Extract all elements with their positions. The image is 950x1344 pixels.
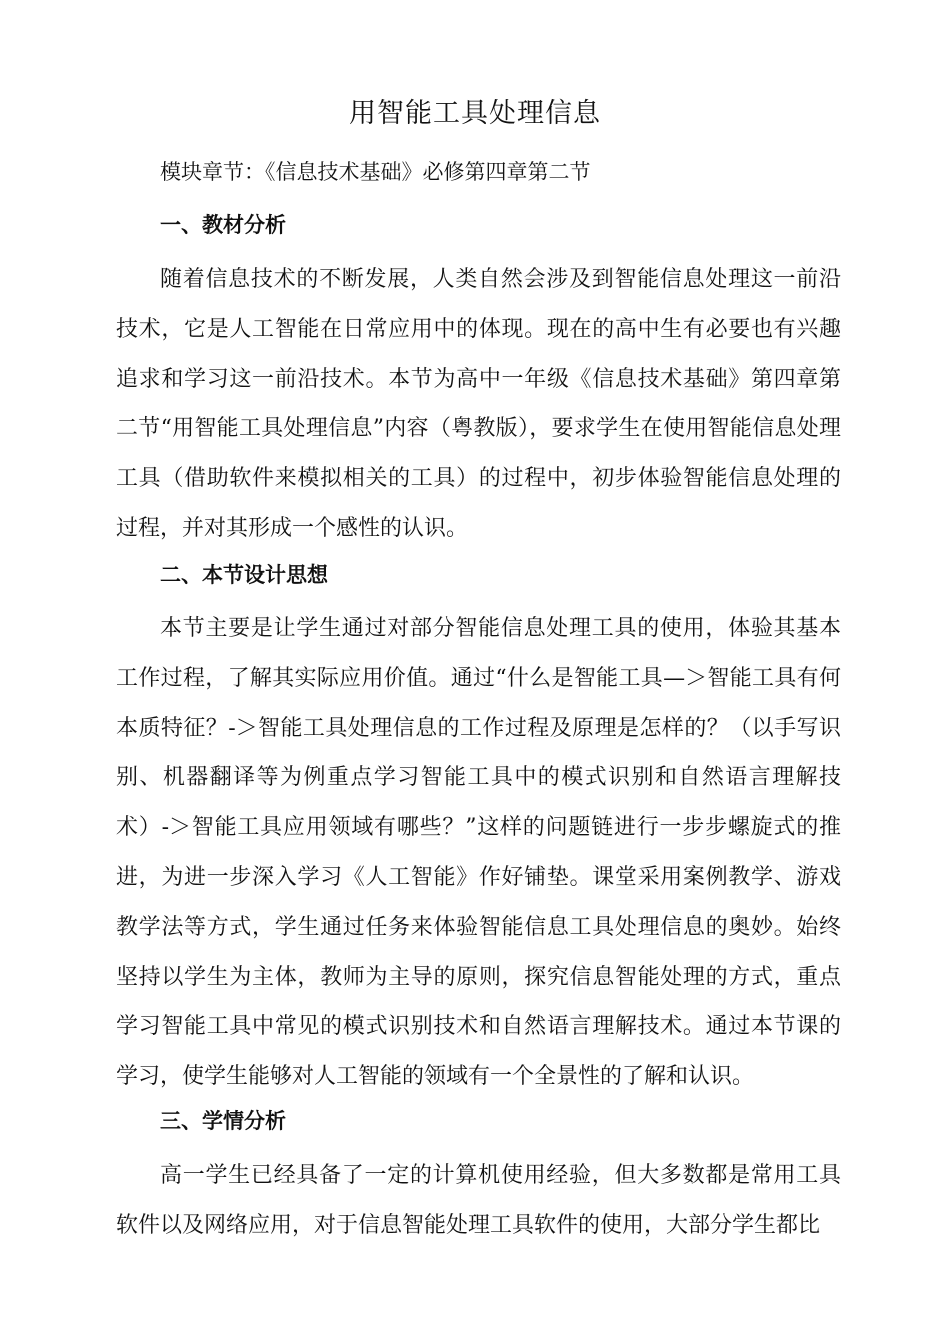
section-heading-design-idea: 二、本节设计思想	[160, 563, 328, 587]
section-heading-textbook-analysis: 一、教材分析	[160, 213, 286, 237]
section-paragraph-textbook-analysis: 随着信息技术的不断发展，人类自然会涉及到智能信息处理这一前沿技术，它是人工智能在日常应用中的体现。现在的高中生有必要也有兴趣追求和学习这一前沿技术。本节为高中一年级《信息技术基础》第四章第二节“用智能工具处理信息”内容（粤教版），要求学生在使用智能信息处理工具（借助软件来模拟相关的工具）的过程中，初步体验智能信息处理的过程，并对其形成一个感性的认识。	[116, 267, 841, 541]
module-chapter-line: 模块章节：《信息技术基础》必修第四章第二节	[160, 160, 591, 184]
section-heading-student-analysis: 三、学情分析	[160, 1109, 286, 1133]
section-paragraph-design-idea: 本节主要是让学生通过对部分智能信息处理工具的使用，体验其基本工作过程，了解其实际应用价值。通过“什么是智能工具—＞智能工具有何本质特征？-＞智能工具处理信息的工作过程及原理是怎样的？（以手写识别、机器翻译等为例重点学习智能工具中的模式识别和自然语言理解技术）-＞智能工具应用领域有哪些？”这样的问题链进行一步步螺旋式的推进，为进一步深入学习《人工智能》作好铺垫。课堂采用案例教学、游戏教学法等方式，学生通过任务来体验智能信息工具处理信息的奥妙。始终坚持以学生为主体，教师为主导的原则，探究信息智能处理的方式，重点学习智能工具中常见的模式识别技术和自然语言理解技术。通过本节课的学习，使学生能够对人工智能的领域有一个全景性的了解和认识。	[116, 616, 841, 1090]
section-paragraph-student-analysis: 高一学生已经具备了一定的计算机使用经验，但大多数都是常用工具软件以及网络应用，对于信息智能处理工具软件的使用，大部分学生都比	[116, 1163, 841, 1238]
document-title: 用智能工具处理信息	[349, 98, 601, 129]
